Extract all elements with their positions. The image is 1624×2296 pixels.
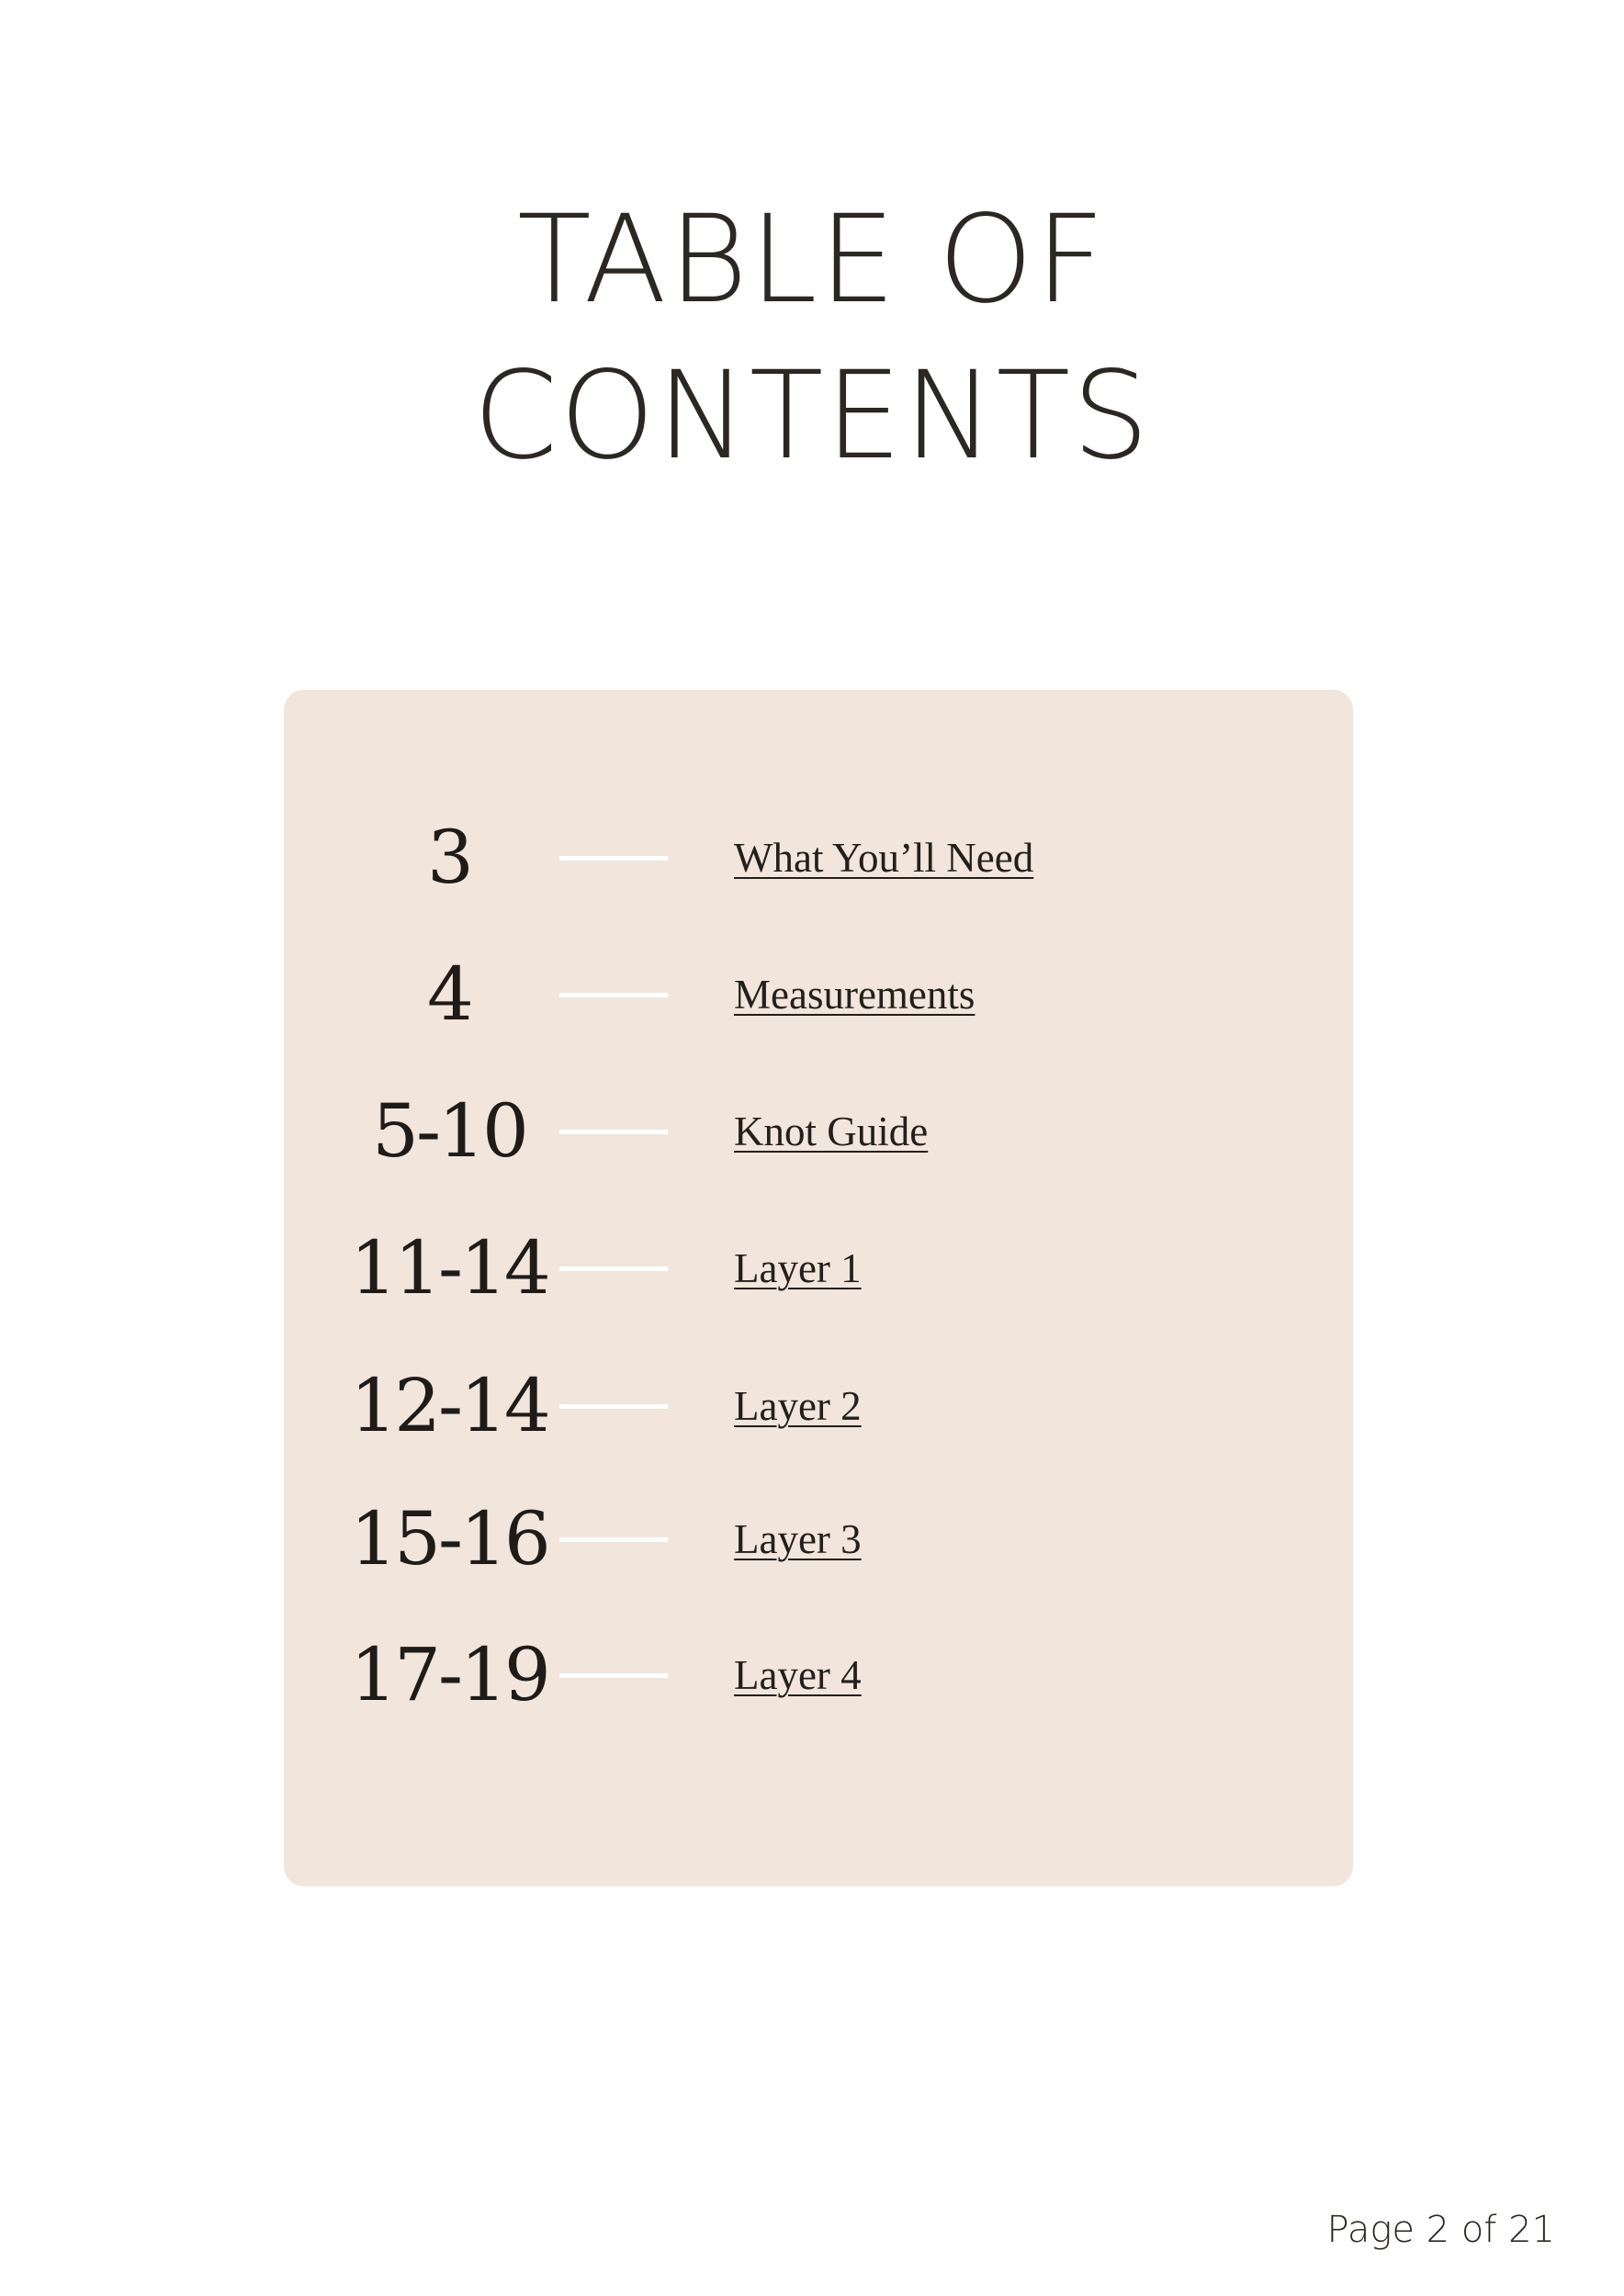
toc-dash-divider: [559, 1404, 668, 1409]
toc-page-number: 15-16: [350, 1496, 548, 1581]
page-title: [0, 182, 1624, 494]
page-title-line-1: TABLE OF: [517, 189, 1107, 331]
toc-entry: [284, 1086, 1353, 1177]
toc-entry: [284, 949, 1353, 1041]
toc-link-layer-2[interactable]: Layer 2: [734, 1383, 862, 1429]
toc-page-number: 5-10: [372, 1088, 526, 1174]
toc-link-layer-1[interactable]: Layer 1: [734, 1245, 862, 1291]
table-of-contents-card: [284, 690, 1353, 1886]
toc-page-number: 3: [427, 815, 471, 900]
toc-link-what-youll-need[interactable]: What You’ll Need: [734, 835, 1034, 881]
toc-entry: [284, 1493, 1353, 1585]
toc-entry: [284, 812, 1353, 904]
page-indicator: Page 2 of 21: [1326, 2209, 1555, 2251]
toc-dash-divider: [559, 1266, 668, 1271]
toc-link-knot-guide[interactable]: Knot Guide: [734, 1109, 929, 1154]
toc-link-measurements[interactable]: Measurements: [734, 972, 976, 1018]
page-title-line-2: CONTENTS: [472, 345, 1151, 487]
toc-dash-divider: [559, 1673, 668, 1678]
toc-entry: [284, 1360, 1353, 1452]
toc-page-number: 17-19: [350, 1632, 548, 1717]
toc-page-number: 11-14: [350, 1225, 548, 1311]
toc-page-number: 4: [427, 951, 471, 1037]
toc-dash-divider: [559, 1130, 668, 1134]
toc-entry: [284, 1222, 1353, 1314]
toc-entry: [284, 1629, 1353, 1721]
toc-link-layer-3[interactable]: Layer 3: [734, 1516, 862, 1562]
toc-page-number: 12-14: [350, 1363, 548, 1448]
toc-dash-divider: [559, 1537, 668, 1542]
toc-dash-divider: [559, 993, 668, 997]
toc-dash-divider: [559, 856, 668, 861]
toc-link-layer-4[interactable]: Layer 4: [734, 1652, 862, 1698]
